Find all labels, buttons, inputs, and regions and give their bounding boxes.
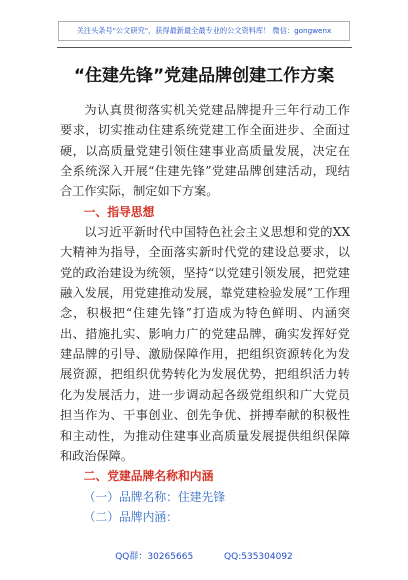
top-banner: 关注头条号"公文研究"，获得最新最全最专业的公文资料库！ 微信：gongwenx (58, 21, 350, 41)
section-heading-brand-name: 二、党建品牌名称和内涵 (83, 469, 214, 484)
section-heading-guiding-ideology: 一、指导思想 (83, 204, 155, 219)
sub-heading-brand-meaning: （二）品牌内涵： (83, 509, 178, 524)
sub-heading-brand-name: （一）品牌名称：住建先锋 (83, 489, 226, 504)
footer-qq-group: QQ群：30265665 (115, 552, 194, 562)
document-body (60, 100, 350, 527)
header-divider (57, 47, 352, 48)
footer-qq: QQ:535304092 (224, 552, 293, 562)
guiding-ideology-paragraph: 以习近平新时代中国特色社会主义思想和党的XX大精神为指导，全面落实新时代党的建设总要求，以党的政治建设为统领，坚持“以党建引领发展，把党建融入发展，用党建推动发展，靠党建检验发展”工作理念，积极把“住建先锋”打造成为特色鲜明、内涵突出、措施扎实、影响力广的党建品牌，确实发挥好党建品牌的引导、激励保障作用，把组织资源转化为发展资源，把组织优势转化为发展优势，把组织活力转化为发展活力，进一步调动起各级党组织和广大党员担当作为、干事创业、创先争优、拼搏奉献的积极性和主动性，为推动住建事业高质量发展提供组织保障和政治保障。 (60, 225, 350, 463)
document-title: “住建先锋”党建品牌创建工作方案 (73, 66, 335, 86)
intro-paragraph: 为认真贯彻落实机关党建品牌提升三年行动工作要求，切实推动住建系统党建工作全面进步、全面过硬，以高质量党建引领住建事业高质量发展，决定在全系统深入开展“住建先锋”党建品牌创建活动，现结合工作实际，制定如下方案。 (60, 103, 350, 199)
footer-contacts (0, 549, 408, 562)
